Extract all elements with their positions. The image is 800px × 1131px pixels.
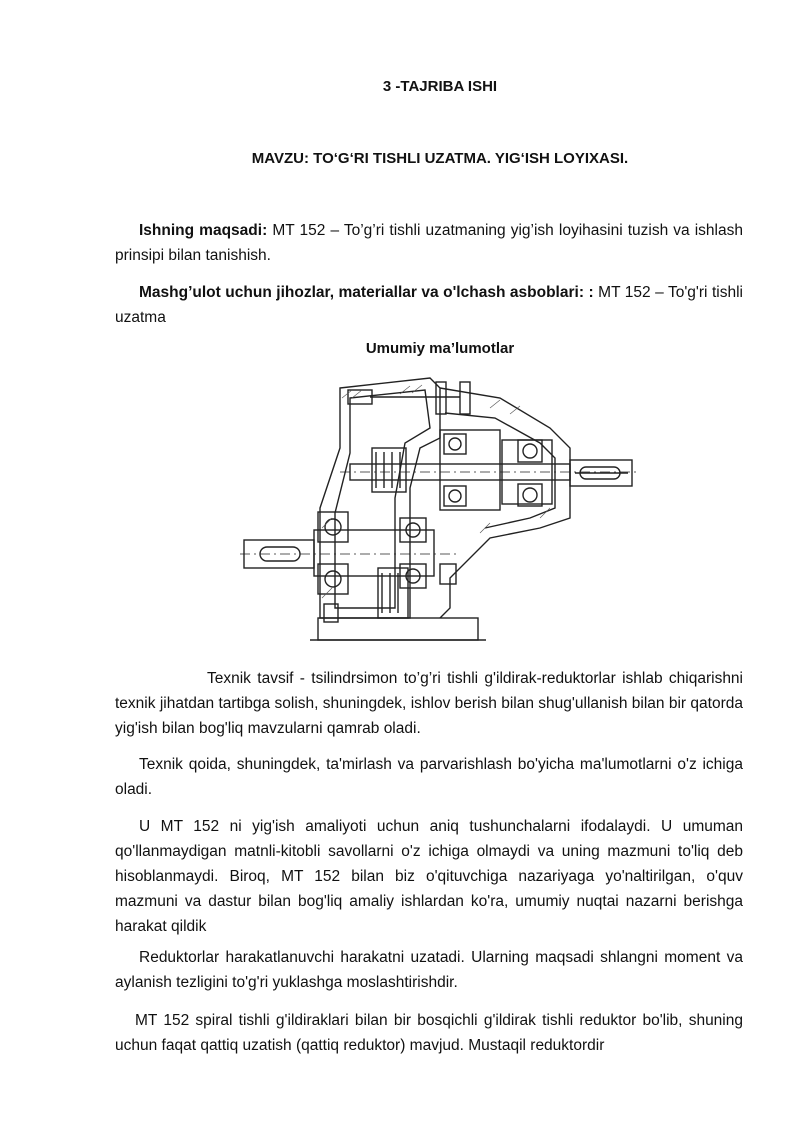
gear-reducer-drawing (240, 368, 640, 648)
goal-label: Ishning maqsadi: (139, 222, 268, 239)
goal-text: MT 152 – To’g’ri tishli uzatmaning yig’ish loyihasini tuzish va ishlash prinsipi bilan tanishish. (115, 222, 743, 264)
goal-paragraph (115, 218, 743, 268)
equipment-paragraph (115, 280, 743, 330)
paragraph-5: MT 152 spiral tishli g'ildiraklari bilan bir bosqichli g'ildirak tishli reduktor bo'lib, shuning uchun faqat qattiq uzatish (qattiq reduktor) mavjud. Mustaqil reduktordir (115, 1012, 743, 1054)
equipment-text: MT 152 – To'g'ri tishli uzatma (115, 284, 743, 326)
paragraph-3: U MT 152 ni yig'ish amaliyoti uchun aniq tushunchalarni ifodalaydi. U umuman qo'llanmaydigan matnli-kitobli savollarni o'z ichiga olmaydi va uning mazmuni to'liq deb hisoblanmaydi. Biroq, MT 152 bilan biz o'qituvchiga nazariyaga yo'naltirilgan, o'quv mazmuni va dastur bilan bog'liq amaliy ishlardan ko'ra, umumiy nuqtai nazarni berishga harakat qildik (115, 818, 743, 935)
paragraph-1: Texnik tavsif - tsilindrsimon to’g’ri tishli g'ildirak-reduktorlar ishlab chiqarishni texnik jihatdan tartibga solish, shuningdek, ishlov berish bilan shug'ullanish bilan bir qatorda yig'ish bilan bog'liq mavzularni qamrab oladi. (115, 670, 743, 737)
topic-heading: MAVZU: TO‘G‘RI TISHLI UZATMA. YIG‘ISH LOYIXASI. (251, 150, 629, 167)
lab-title: 3 -TAJRIBA ISHI (382, 78, 498, 95)
equipment-label: Mashg’ulot uchun jihozlar, materiallar va o'lchash asboblari: : (139, 284, 594, 301)
paragraph-4: Reduktorlar harakatlanuvchi harakatni uzatadi. Ularning maqsadi shlangni moment va aylanish tezligini to'g'ri yuklashga moslashtirishdir. (115, 949, 743, 991)
section-heading: Umumiy ma’lumotlar (365, 340, 515, 357)
paragraph-2: Texnik qoida, shuningdek, ta'mirlash va parvarishlash bo'yicha ma'lumotlarni o'z ichiga oladi. (115, 756, 743, 798)
